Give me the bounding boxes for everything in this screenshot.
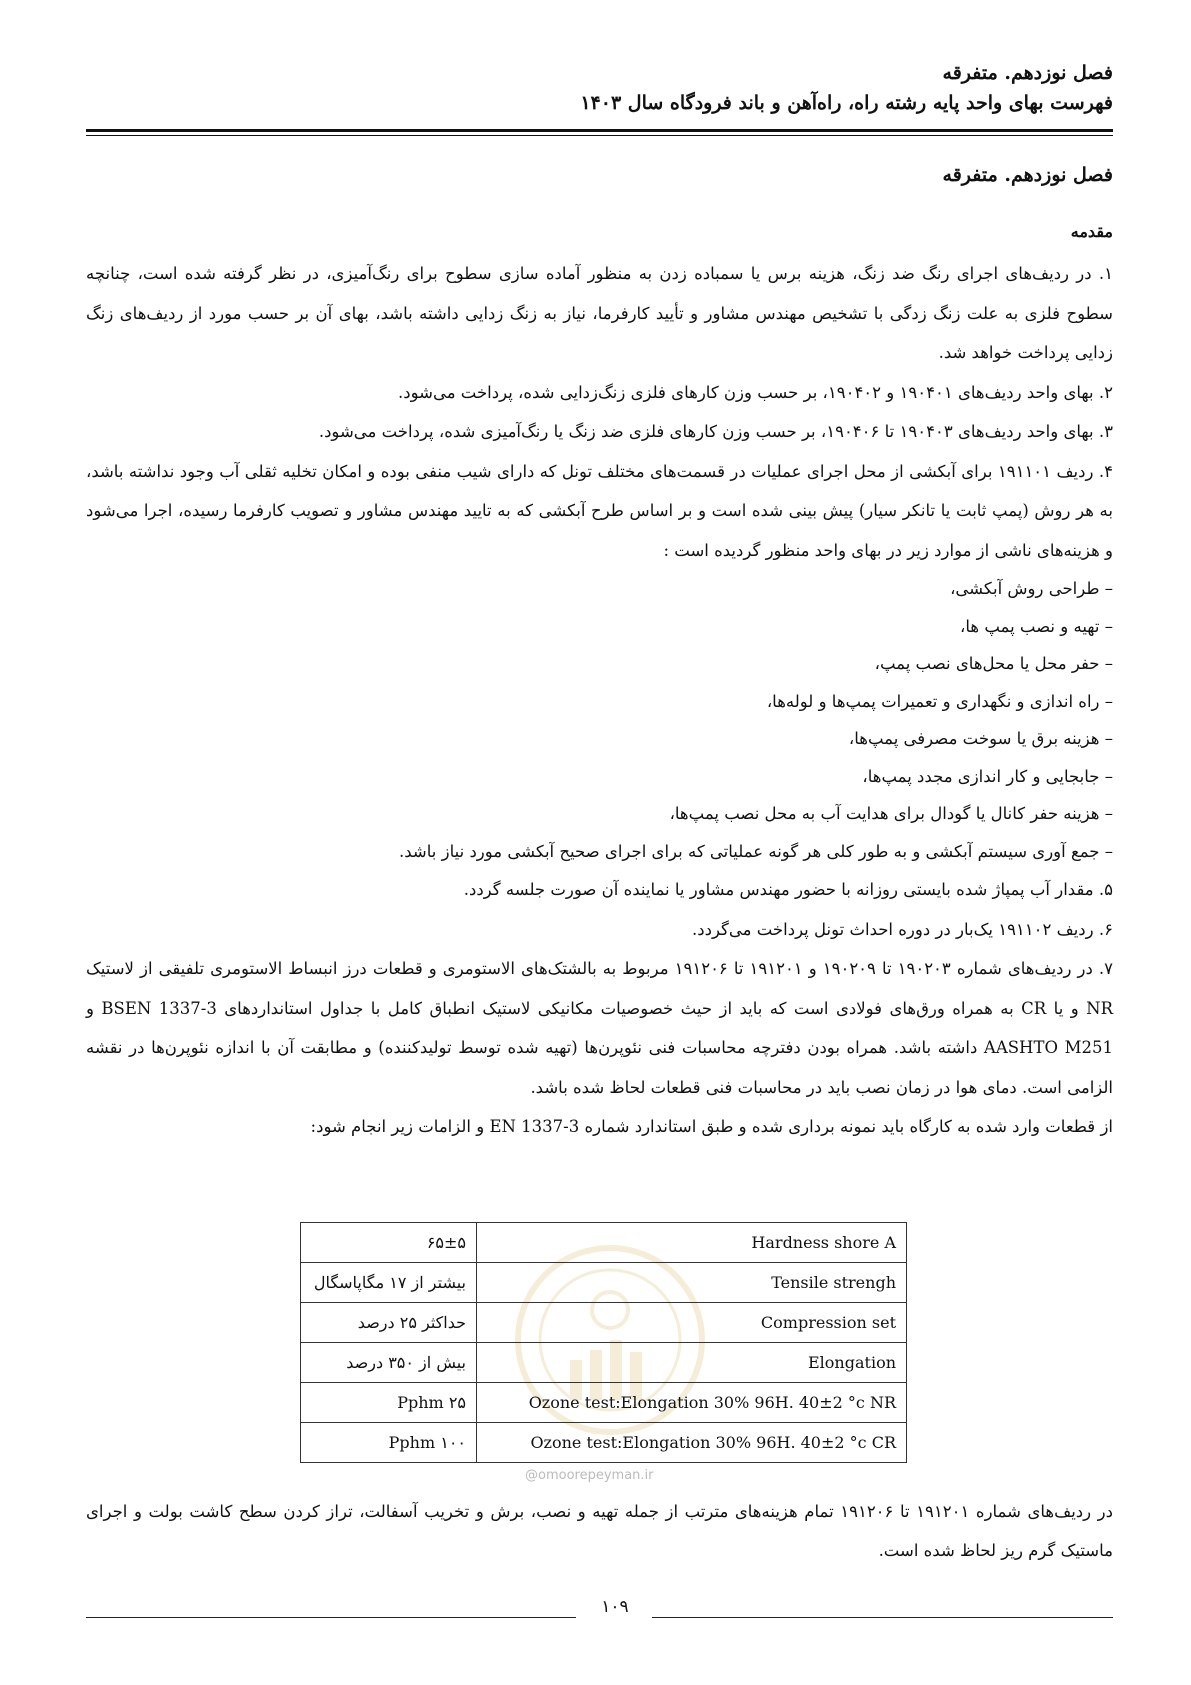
paragraph-8: از قطعات وارد شده به کارگاه باید نمونه برداری شده و طبق استاندارد شماره EN 1337-3 و الزامات زیر انجام شود:: [310, 1117, 1113, 1136]
table-row: [301, 1383, 907, 1423]
paragraph-1: ۱. در ردیف‌های اجرای رنگ ضد زنگ، هزینه برس یا سمباده زدن به منظور آماده سازی سطوح برای رنگ‌آمیزی، در نظر گرفته شده است، چنانچه سطوح فلزی به علت زنگ زدگی با تشخیص مهندس مشاور و تأیید کارفرما، نیاز به زنگ زدایی داشته باشد، بهای آن بر حسب مورد از ردیف‌های زنگ زدایی پرداخت خواهد شد.: [86, 264, 1113, 362]
header-book-title: فهرست بهای واحد پایه رشته راه، راه‌آهن و باند فرودگاه سال ۱۴۰۳: [580, 92, 1113, 114]
footer-rule-left: [86, 1617, 576, 1618]
body-text: [86, 254, 1113, 1147]
closing-paragraph: در ردیف‌های شماره ۱۹۱۲۰۱ تا ۱۹۱۲۰۶ تمام هزینه‌های مترتب از جمله تهیه و نصب، برش و تخریب آسفالت، تراز کردن سطح کاشت بولت و اجرای ماستیک گرم ریز لحاظ شده است.: [86, 1502, 1113, 1560]
list-item: – جابجایی و کار اندازی مجدد پمپ‌ها،: [862, 766, 1113, 786]
header-rule-thick: [86, 129, 1113, 132]
table-row: [301, 1263, 907, 1303]
footer-rule-right: [652, 1617, 1113, 1618]
table-row: [301, 1343, 907, 1383]
header-chapter: فصل نوزدهم. متفرقه: [942, 62, 1113, 84]
paragraph-7: ۷. در ردیف‌های شماره ۱۹۰۲۰۳ تا ۱۹۰۲۰۹ و ۱۹۱۲۰۱ تا ۱۹۱۲۰۶ مربوط به بالشتک‌های الاستومری و قطعات درز انبساط الاستومری تلفیقی از لاستیک NR و یا CR به همراه ورق‌های فولادی است که باید از حیث خصوصیات مکانیکی لاستیک انطباق کامل با جداول استانداردهای BSEN 1337-3 و AASHTO M251 داشته باشد. همراه بودن دفترچه محاسبات فنی نئوپرن‌ها (تهیه شده توسط تولیدکننده) و مطابقت آن با اندازه نئوپرن‌ها در نقشه الزامی است. دمای هوا در زمان نصب باید در محاسبات فنی قطعات لحاظ شده باشد.: [86, 959, 1113, 1097]
list-item: – جمع آوری سیستم آبکشی و به طور کلی هر گونه عملیاتی که برای اجرای صحیح آبکشی مورد نیاز باشد.: [399, 841, 1113, 861]
table-row: [301, 1303, 907, 1343]
paragraph-2: ۲. بهای واحد ردیف‌های ۱۹۰۴۰۱ و ۱۹۰۴۰۲، بر حسب وزن کارهای فلزی زنگ‌زدایی شده، پرداخت می‌شود.: [398, 382, 1113, 402]
paragraph-5: ۵. مقدار آب پمپاژ شده بایستی روزانه با حضور مهندس مشاور یا نماینده آن صورت جلسه گردد.: [463, 880, 1113, 899]
spec-table: [300, 1222, 907, 1463]
list-item: – طراحی روش آبکشی،: [950, 579, 1113, 598]
bullet-list: [86, 570, 1113, 870]
table-cell-value: ۶۵±۵: [301, 1223, 477, 1263]
list-item: – تهیه و نصب پمپ ها،: [960, 616, 1113, 636]
table-cell-property: Tensile strengh: [477, 1263, 907, 1303]
table-cell-property: Ozone test:Elongation 30% 96H. 40±2 °c CR: [477, 1423, 907, 1463]
header-rule-thin: [86, 135, 1113, 136]
chapter-title: فصل نوزدهم. متفرقه: [942, 164, 1113, 186]
paragraph-3: ۳. بهای واحد ردیف‌های ۱۹۰۴۰۳ تا ۱۹۰۴۰۶، بر حسب وزن کارهای فلزی ضد زنگ یا رنگ‌آمیزی شده، پرداخت می‌شود.: [318, 422, 1113, 441]
table-row: [301, 1423, 907, 1463]
table-row: [301, 1223, 907, 1263]
list-item: – هزینه برق یا سوخت مصرفی پمپ‌ها،: [848, 729, 1113, 748]
intro-heading: مقدمه: [1070, 222, 1113, 241]
table-cell-property: Ozone test:Elongation 30% 96H. 40±2 °c NR: [477, 1383, 907, 1423]
list-item: – راه اندازی و نگهداری و تعمیرات پمپ‌ها و لوله‌ها،: [766, 691, 1113, 711]
page-number: ۱۰۹: [601, 1597, 629, 1617]
spec-table-container: [300, 1222, 907, 1463]
table-cell-property: Hardness shore A: [477, 1223, 907, 1263]
table-cell-property: Compression set: [477, 1303, 907, 1343]
table-cell-value: ۱۰۰ Pphm: [301, 1423, 477, 1463]
table-cell-value: حداکثر ۲۵ درصد: [301, 1303, 477, 1343]
table-cell-value: بیش از ۳۵۰ درصد: [301, 1343, 477, 1383]
page-header: [86, 58, 1113, 118]
watermark-text: @omoorepeyman.ir: [525, 1468, 654, 1483]
list-item: – هزینه حفر کانال یا گودال برای هدایت آب به محل نصب پمپ‌ها،: [669, 804, 1113, 823]
table-cell-property: Elongation: [477, 1343, 907, 1383]
list-item: – حفر محل یا محل‌های نصب پمپ،: [874, 654, 1113, 673]
table-cell-value: ۲۵ Pphm: [301, 1383, 477, 1423]
paragraph-4: ۴. ردیف ۱۹۱۱۰۱ برای آبکشی از محل اجرای عملیات در قسمت‌های مختلف تونل که دارای شیب منفی بوده و امکان تخلیه ثقلی آب وجود نداشته باشد، به هر روش (پمپ ثابت یا تانکر سیار) پیش بینی شده است و بر اساس طرح آبکشی که به تایید مهندس مشاور و تصویب کارفرما رسیده، اجرا می‌شود و هزینه‌های ناشی از موارد زیر در بهای واحد منظور گردیده است :: [86, 461, 1113, 560]
paragraph-6: ۶. ردیف ۱۹۱۱۰۲ یک‌بار در دوره احداث تونل پرداخت می‌گردد.: [692, 919, 1113, 939]
table-cell-value: بیشتر از ۱۷ مگاپاسگال: [301, 1263, 477, 1303]
closing-text: [86, 1492, 1113, 1570]
